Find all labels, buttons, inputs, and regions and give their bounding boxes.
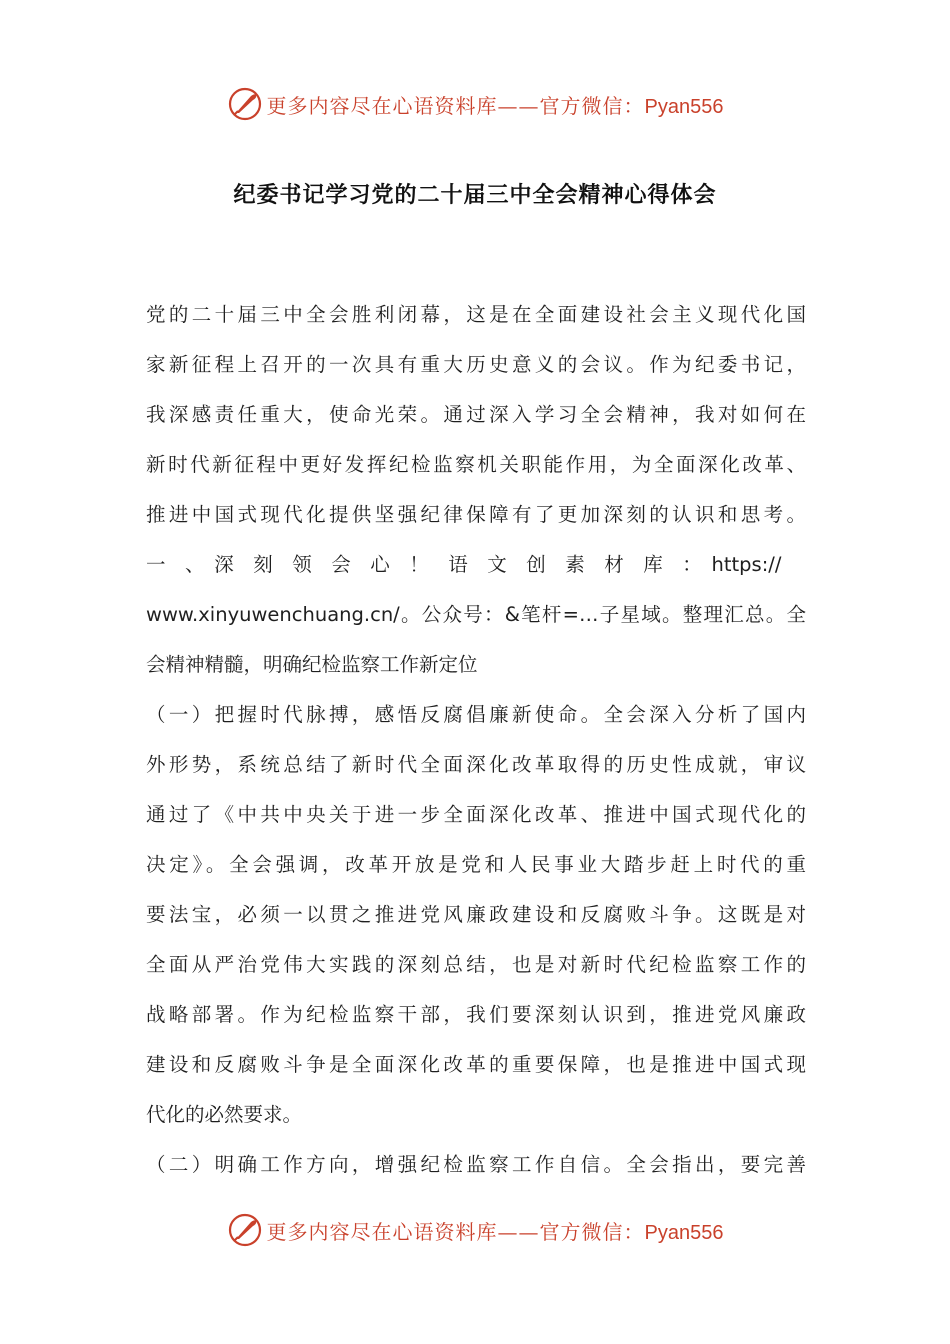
watermark-wechat-id: Pyan556	[644, 1221, 724, 1244]
document-title: 纪委书记学习党的二十届三中全会精神心得体会	[233, 183, 717, 208]
body-line: 代化的必然要求。	[146, 1103, 303, 1126]
body-line: （一）把握时代脉搏，感悟反腐倡廉新使命。全会深入分析了国内	[146, 703, 806, 726]
body-line: 家新征程上召开的一次具有重大历史意义的会议。作为纪委书记，	[146, 353, 806, 376]
document-body	[146, 290, 806, 1190]
watermark-wechat-label: 官方微信：	[539, 1219, 645, 1244]
watermark-site-name: 更多内容尽在心语资料库	[266, 93, 498, 118]
body-line: （二）明确工作方向，增强纪检监察工作自信。全会指出，要完善	[146, 1153, 806, 1176]
body-line: 党的二十届三中全会胜利闭幕，这是在全面建设社会主义现代化国	[146, 303, 806, 326]
body-line: 建设和反腐败斗争是全面深化改革的重要保障，也是推进中国式现	[146, 1053, 806, 1076]
watermark-text	[267, 1216, 724, 1245]
body-line: 战略部署。作为纪检监察干部，我们要深刻认识到，推进党风廉政	[146, 1003, 806, 1026]
body-line: 外形势，系统总结了新时代全面深化改革取得的历史性成就，审议	[146, 753, 806, 776]
bottom-watermark-banner	[0, 1210, 950, 1250]
watermark-dash: ——	[497, 93, 540, 118]
body-line-url: www.xinyuwenchuang.cn/。公众号：&笔杆=…子星域。整理汇总。全	[146, 603, 806, 626]
top-watermark-banner	[0, 84, 950, 124]
watermark-dash: ——	[497, 1219, 540, 1244]
body-line: 通过了《中共中央关于进一步全面深化改革、推进中国式现代化的	[146, 803, 806, 826]
body-line: 决定》。全会强调，改革开放是党和人民事业大踏步赶上时代的重	[146, 853, 806, 876]
heading-one-text: 一 、 深 刻 领 会 心 ！ 语 文 创 素 材 库 ： https://	[146, 553, 782, 576]
watermark-wechat-label: 官方微信：	[539, 93, 645, 118]
body-line: 要法宝，必须一以贯之推进党风廉政建设和反腐败斗争。这既是对	[146, 903, 806, 926]
watermark-text	[267, 90, 724, 119]
body-line: 会精神精髓，明确纪检监察工作新定位	[146, 653, 478, 676]
body-line: 我深感责任重大，使命光荣。通过深入学习全会精神，我对如何在	[146, 403, 806, 426]
body-line: 推进中国式现代化提供坚强纪律保障有了更加深刻的认识和思考。	[146, 503, 806, 526]
body-line: 新时代新征程中更好发挥纪检监察机关职能作用，为全面深化改革、	[146, 453, 806, 476]
quill-logo-icon	[227, 86, 263, 122]
watermark-site-name: 更多内容尽在心语资料库	[266, 1219, 498, 1244]
watermark-wechat-id: Pyan556	[644, 95, 724, 118]
body-line-heading-one	[146, 540, 806, 590]
quill-logo-icon	[227, 1212, 263, 1248]
body-line: 全面从严治党伟大实践的深刻总结，也是对新时代纪检监察工作的	[146, 953, 806, 976]
